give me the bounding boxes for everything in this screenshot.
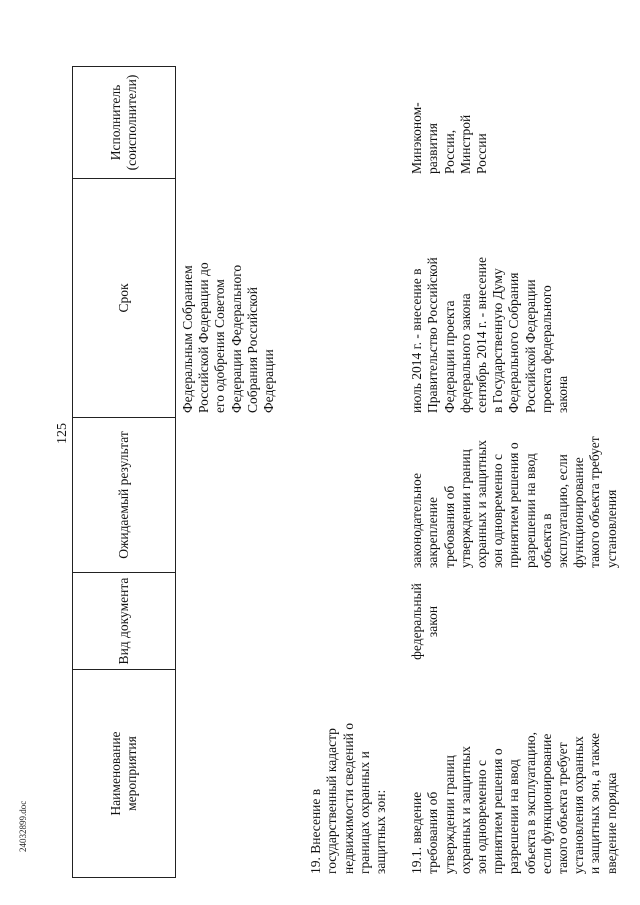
measures-table bbox=[72, 66, 620, 878]
header-name: Наименование мероприятия bbox=[72, 669, 176, 878]
header-doc-type: Вид документа bbox=[72, 572, 176, 669]
header-deadline: Срок bbox=[72, 178, 176, 417]
cell-executor: Минэконом- развития России, Минстрой России bbox=[409, 102, 490, 174]
cell-deadline: Федеральным Собранием Российской Федерации до его одобрения Советом Федерации Федерального Собрания Российской Федерации bbox=[180, 262, 277, 413]
page-number: 125 bbox=[55, 423, 70, 444]
table-row-item-19 bbox=[308, 66, 389, 878]
table-row-item-19-1 bbox=[409, 66, 620, 878]
header-executor: Исполнитель (соисполнители) bbox=[72, 66, 176, 178]
cell-name: 19.1. введение требования об утверждении границ охранных и защитных зон одновременно с принятием решения о разрешении на ввод объекта в эксплуатацию, если функционирование такого объекта требует установления охранных и защитных зон, а также введение порядка bbox=[409, 732, 619, 874]
table-row-continuation bbox=[180, 66, 277, 878]
header-result: Ожидаемый результат bbox=[72, 417, 176, 572]
cell-doc-type: федеральный закон bbox=[409, 583, 441, 660]
file-name: 24032899.doc bbox=[18, 800, 28, 852]
cell-doc-type bbox=[180, 572, 277, 669]
table-header-row bbox=[72, 66, 176, 878]
cell-executor bbox=[180, 66, 277, 178]
cell-name: 19. Внесение в государственный кадастр недвижимости сведений о границах охранных и защитных зон: bbox=[308, 723, 389, 874]
cell-deadline: июль 2014 г. - внесение в Правительство Российской Федерации проекта федерального закона сентябрь 2014 г. - внесение в Государственную Думу Федерального Собрания Российской Федерации проекта федерального закона bbox=[409, 257, 571, 413]
cell-name bbox=[180, 669, 277, 878]
cell-result: законодательное закрепление требования об утверждении границ охранных и защитных зон одновременно с принятием решения о разрешении на ввод объекта в эксплуатацию, если функционирование такого объекта требует установления bbox=[409, 436, 619, 568]
cell-result bbox=[180, 417, 277, 572]
